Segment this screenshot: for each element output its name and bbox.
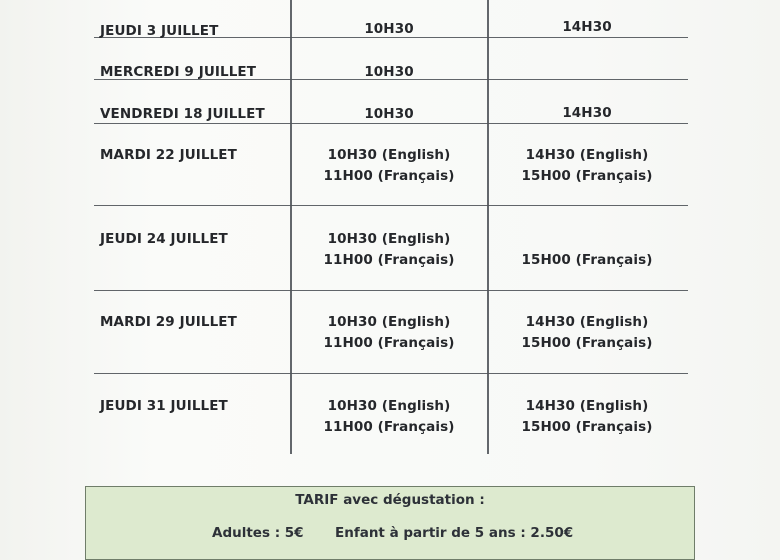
row-divider xyxy=(94,205,688,206)
time-slot: 11H00 (Français) xyxy=(323,335,455,351)
time-slot: 10H30 xyxy=(364,64,414,80)
tarif-box xyxy=(85,486,695,560)
morning-times xyxy=(292,62,486,83)
row-divider xyxy=(94,290,688,291)
day-label: MARDI 22 JUILLET xyxy=(100,147,237,163)
time-slot: 15H00 (Français) xyxy=(521,419,653,435)
time-slot: 11H00 (Français) xyxy=(323,419,455,435)
time-slot: 10H30 (English) xyxy=(327,231,451,247)
morning-times xyxy=(292,19,486,40)
morning-times xyxy=(292,229,486,271)
adult-price: Adultes : 5€ xyxy=(212,525,304,541)
time-slot: 10H30 (English) xyxy=(327,314,451,330)
morning-times xyxy=(292,145,486,187)
time-slot: 15H00 (Français) xyxy=(521,335,653,351)
time-slot: 10H30 xyxy=(364,106,414,122)
time-slot: 14H30 (English) xyxy=(525,314,649,330)
time-slot: 14H30 (English) xyxy=(525,147,649,163)
time-slot: 11H00 (Français) xyxy=(323,252,455,268)
afternoon-times xyxy=(489,312,685,354)
afternoon-times xyxy=(489,17,685,38)
afternoon-times xyxy=(489,229,685,271)
day-label: JEUDI 31 JUILLET xyxy=(100,398,228,414)
column-divider-right xyxy=(487,0,489,454)
day-label: JEUDI 24 JUILLET xyxy=(100,231,228,247)
time-slot: 11H00 (Français) xyxy=(323,168,455,184)
time-slot: 10H30 (English) xyxy=(327,147,451,163)
time-slot: 10H30 (English) xyxy=(327,398,451,414)
day-label: VENDREDI 18 JUILLET xyxy=(100,106,265,122)
time-slot: 10H30 xyxy=(364,21,414,37)
morning-times xyxy=(292,104,486,125)
time-slot: 15H00 (Français) xyxy=(521,168,653,184)
afternoon-times xyxy=(489,103,685,124)
day-label: MARDI 29 JUILLET xyxy=(100,314,237,330)
child-price: Enfant à partir de 5 ans : 2.50€ xyxy=(335,525,574,541)
time-slot: 14H30 xyxy=(562,19,612,35)
time-slot xyxy=(489,229,685,250)
day-label: MERCREDI 9 JUILLET xyxy=(100,64,257,80)
time-slot: 15H00 (Français) xyxy=(521,252,653,268)
afternoon-times xyxy=(489,145,685,187)
tarif-title: TARIF avec dégustation : xyxy=(295,492,485,508)
morning-times xyxy=(292,312,486,354)
day-label: JEUDI 3 JUILLET xyxy=(100,23,219,39)
row-divider xyxy=(94,373,688,374)
morning-times xyxy=(292,396,486,438)
time-slot: 14H30 xyxy=(562,105,612,121)
time-slot: 14H30 (English) xyxy=(525,398,649,414)
afternoon-times xyxy=(489,396,685,438)
